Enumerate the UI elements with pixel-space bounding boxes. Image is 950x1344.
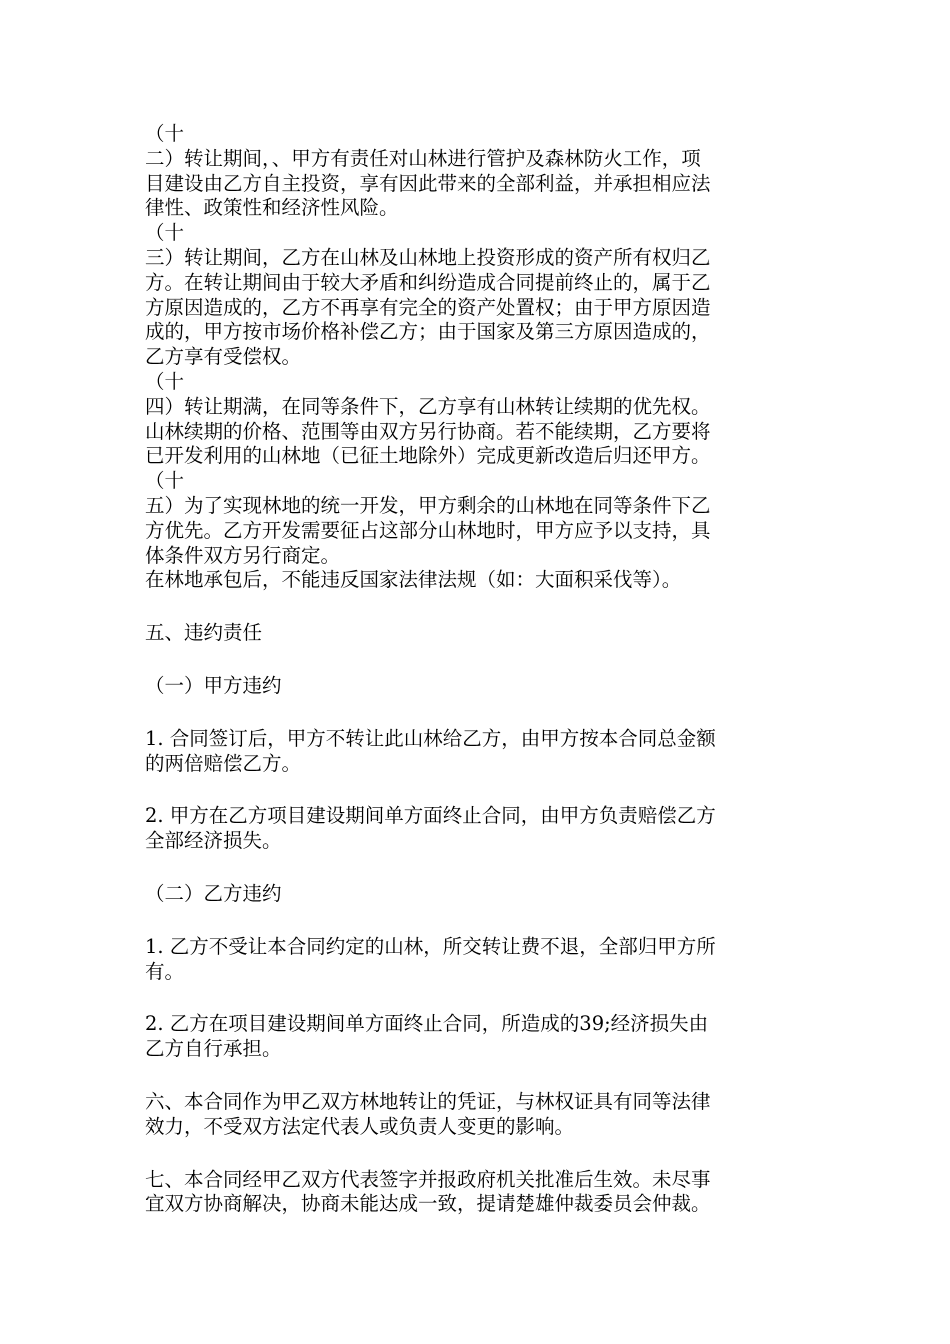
party-a-item-1 <box>145 727 810 777</box>
party-b-item-1 <box>145 935 810 985</box>
clause-text-line: 三）转让期间，乙方在山林及山林地上投资形成的资产所有权归乙 <box>145 245 711 269</box>
spacer <box>145 1062 810 1090</box>
party-b-item-2 <box>145 1012 810 1062</box>
spacer <box>145 907 810 935</box>
contract-page <box>145 122 810 1217</box>
item-text-line: 2. 甲方在乙方项目建设期间单方面终止合同，由甲方负责赔偿乙方 <box>145 804 716 828</box>
party-a-item-2 <box>145 804 810 854</box>
spacer <box>145 646 810 674</box>
clause-text-line: 律性、政策性和经济性风险。 <box>145 196 399 220</box>
item-text-line: 有。 <box>145 959 185 983</box>
clause-text-line: 成的，甲方按市场价格补偿乙方；由于国家及第三方原因造成的， <box>145 320 711 344</box>
spacer <box>145 776 810 804</box>
clause-14 <box>145 370 810 469</box>
clause-13 <box>145 221 810 370</box>
spacer <box>145 984 810 1012</box>
clause-text-line: 五）为了实现林地的统一开发，甲方剩余的山林地在同等条件下乙 <box>145 493 711 517</box>
note-line: 在林地承包后，不能违反国家法律法规（如：大面积采伐等）。 <box>145 568 682 592</box>
section-text-line: 六、本合同作为甲乙双方林地转让的凭证，与林权证具有同等法律 <box>145 1089 711 1113</box>
section-7 <box>145 1168 810 1218</box>
item-text-line: 1. 乙方不受让本合同约定的山林，所交转让费不退，全部归甲方所 <box>145 934 716 958</box>
section-text-line: 效力，不受双方法定代表人或负责人变更的影响。 <box>145 1114 575 1138</box>
clause-text-line: 四）转让期满，在同等条件下，乙方享有山林转让续期的优先权。 <box>145 394 711 418</box>
spacer <box>145 593 810 621</box>
clause-marker: （十 <box>145 221 185 245</box>
clause-text-line: 乙方享有受偿权。 <box>145 345 302 369</box>
clause-text-line: 体条件双方另行商定。 <box>145 543 341 567</box>
section-text-line: 七、本合同经甲乙双方代表签字并报政府机关批准后生效。未尽事 <box>145 1167 711 1191</box>
clause-marker: （十 <box>145 469 185 493</box>
section-text-line: 宜双方协商解决，协商未能达成一致，提请楚雄仲裁委员会仲裁。 <box>145 1192 711 1216</box>
clause-marker: （十 <box>145 369 185 393</box>
spacer <box>145 699 810 727</box>
clause-text-line: 方优先。乙方开发需要征占这部分山林地时，甲方应予以支持，具 <box>145 518 711 542</box>
subsection-heading: （一）甲方违约 <box>145 673 282 697</box>
spacer <box>145 854 810 882</box>
spacer <box>145 1140 810 1168</box>
section-6 <box>145 1090 810 1140</box>
clause-12 <box>145 122 810 221</box>
clause-text-line: 方原因造成的，乙方不再享有完全的资产处置权；由于甲方原因造 <box>145 295 711 319</box>
subsection-heading: （二）乙方违约 <box>145 881 282 905</box>
clause-text-line: 目建设由乙方自主投资，享有因此带来的全部利益，并承担相应法 <box>145 171 711 195</box>
item-text-line: 2. 乙方在项目建设期间单方面终止合同，所造成的39;经济损失由 <box>145 1012 709 1036</box>
item-text-line: 1. 合同签订后，甲方不转让此山林给乙方，由甲方按本合同总金额 <box>145 726 716 750</box>
clause-text-line: 二）转让期间，、甲方有责任对山林进行管护及森林防火工作，项 <box>145 146 701 170</box>
clause-text-line: 已开发利用的山林地（已征土地除外）完成更新改造后归还甲方。 <box>145 444 711 468</box>
section-heading: 五、违约责任 <box>145 621 263 645</box>
clause-15 <box>145 469 810 568</box>
item-text-line: 全部经济损失。 <box>145 829 282 853</box>
clause-marker: （十 <box>145 122 185 145</box>
item-text-line: 乙方自行承担。 <box>145 1037 282 1061</box>
clause-text-line: 方。在转让期间由于较大矛盾和纠纷造成合同提前终止的，属于乙 <box>145 270 711 294</box>
item-text-line: 的两倍赔偿乙方。 <box>145 751 302 775</box>
clause-text-line: 山林续期的价格、范围等由双方另行协商。若不能续期，乙方要将 <box>145 419 711 443</box>
